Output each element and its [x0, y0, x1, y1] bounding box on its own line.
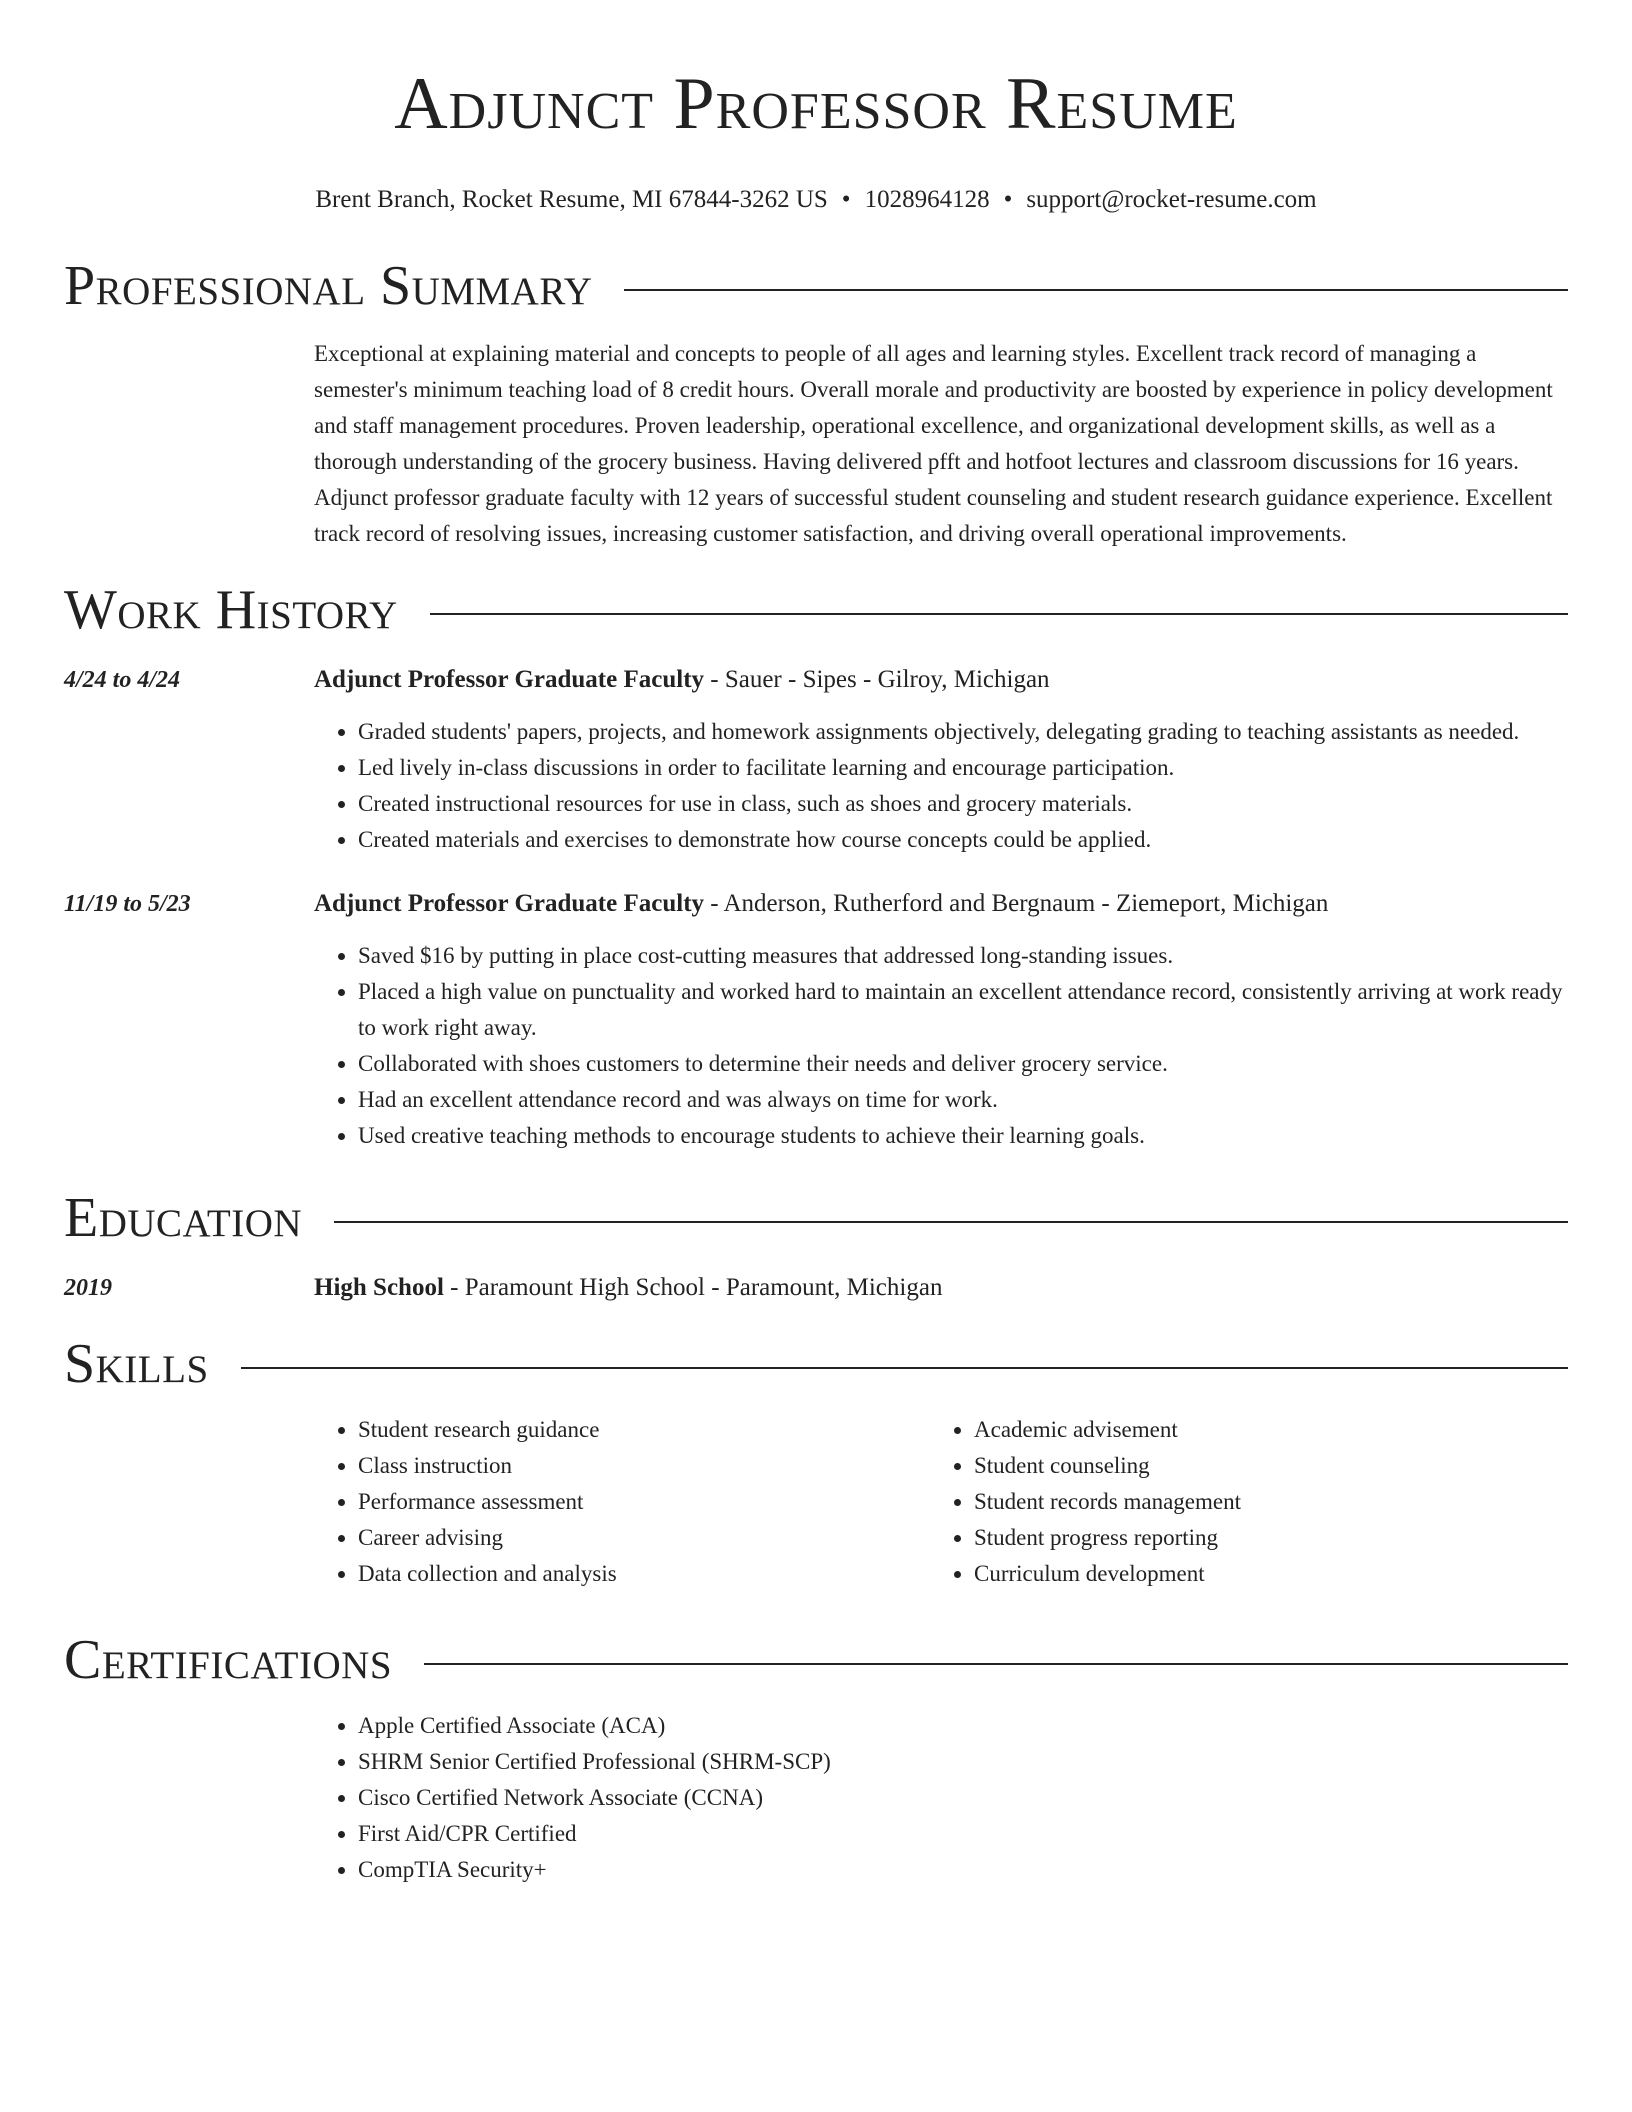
section-heading: Work History — [64, 579, 398, 641]
contact-address: Brent Branch, Rocket Resume, MI 67844-3262 US — [315, 186, 828, 213]
education-line — [314, 1270, 1568, 1306]
contact-email: support@rocket-resume.com — [1026, 186, 1317, 213]
education-degree: High School — [314, 1274, 444, 1301]
skills-column-right — [930, 1412, 1546, 1592]
certification-item: • Cisco Certified Network Associate (CCNA) — [358, 1780, 1568, 1816]
list-item: • Had an excellent attendance record and was always on time for work. — [358, 1082, 1568, 1118]
skill-item: • Class instruction — [358, 1448, 930, 1484]
section-header — [64, 1628, 1568, 1692]
job-entry — [64, 886, 1568, 1154]
job-entry — [64, 662, 1568, 858]
section-divider — [241, 1367, 1568, 1369]
skill-item: • Student progress reporting — [974, 1520, 1546, 1556]
skill-item: • Student counseling — [974, 1448, 1546, 1484]
job-dates: 11/19 to 5/23 — [64, 891, 191, 917]
section-heading: Skills — [64, 1333, 209, 1395]
education-entry — [64, 1270, 1568, 1306]
list-item: • Led lively in-class discussions in order to facilitate learning and encourage participation. — [358, 750, 1568, 786]
education-section — [64, 1186, 1568, 1306]
section-divider — [424, 1663, 1568, 1665]
job-bullets — [314, 714, 1568, 858]
list-item: • Used creative teaching methods to encourage students to achieve their learning goals. — [358, 1118, 1568, 1154]
education-body — [314, 1270, 1568, 1306]
job-body — [314, 662, 1568, 858]
section-header — [64, 1186, 1568, 1250]
certifications-section — [64, 1628, 1568, 1888]
contact-phone: 1028964128 — [864, 186, 990, 213]
section-divider — [334, 1221, 1568, 1223]
section-header — [64, 254, 1568, 318]
education-details: - Paramount High School - Paramount, Michigan — [443, 1274, 943, 1301]
skill-item: • Performance assessment — [358, 1484, 930, 1520]
section-divider — [624, 289, 1568, 291]
job-title: Adjunct Professor Graduate Faculty — [314, 666, 705, 693]
summary-section — [64, 254, 1568, 552]
skill-item: • Data collection and analysis — [358, 1556, 930, 1592]
section-heading: Certifications — [64, 1629, 393, 1691]
section-heading: Education — [64, 1187, 303, 1249]
certification-list — [314, 1708, 1568, 1888]
job-details: - Sauer - Sipes - Gilroy, Michigan — [704, 666, 1050, 693]
education-year: 2019 — [64, 1275, 112, 1301]
skill-item: • Academic advisement — [974, 1412, 1546, 1448]
certification-item: • SHRM Senior Certified Professional (SHRM-SCP) — [358, 1744, 1568, 1780]
skill-item: • Curriculum development — [974, 1556, 1546, 1592]
skills-section — [64, 1332, 1568, 1592]
page-title: Adjunct Professor Resume — [394, 63, 1238, 145]
contact-line — [64, 182, 1568, 218]
list-item: • Placed a high value on punctuality and worked hard to maintain an excellent attendance record, consistently arriving at work ready to work right away. — [358, 974, 1568, 1046]
job-title: Adjunct Professor Graduate Faculty — [314, 890, 705, 917]
certification-item: • CompTIA Security+ — [358, 1852, 1568, 1888]
skills-column-left — [314, 1412, 930, 1592]
certification-item: • First Aid/CPR Certified — [358, 1816, 1568, 1852]
skill-item: • Career advising — [358, 1520, 930, 1556]
job-role-line — [314, 886, 1568, 922]
list-item: • Created materials and exercises to demonstrate how course concepts could be applied. — [358, 822, 1568, 858]
list-item: • Collaborated with shoes customers to determine their needs and deliver grocery service. — [358, 1046, 1568, 1082]
certification-item: • Apple Certified Associate (ACA) — [358, 1708, 1568, 1744]
contact-separator: • — [841, 186, 851, 213]
list-item: • Saved $16 by putting in place cost-cutting measures that addressed long-standing issues. — [358, 938, 1568, 974]
contact-separator: • — [1003, 186, 1013, 213]
job-bullets — [314, 938, 1568, 1154]
summary-text: Exceptional at explaining material and concepts to people of all ages and learning styles. Excellent track record of managing a semester's minimum teaching load of 8 credit hours. Overall morale and productivity are boosted by experience in policy development and staff management procedures. Proven leadership, operational excellence, and organizational development skills, as well as a thorough understanding of the grocery business. Having delivered pfft and hotfoot lectures and classroom discussions for 16 years. Adjunct professor graduate faculty with 12 years of successful student counseling and student research guidance experience. Excellent track record of resolving issues, increasing customer satisfaction, and driving overall operational improvements. — [314, 341, 1553, 546]
section-header — [64, 578, 1568, 642]
list-item: • Graded students' papers, projects, and homework assignments objectively, delegating grading to teaching assistants as needed. — [358, 714, 1568, 750]
job-dates: 4/24 to 4/24 — [64, 667, 181, 693]
job-body — [314, 886, 1568, 1154]
list-item: • Created instructional resources for use in class, such as shoes and grocery materials. — [358, 786, 1568, 822]
skill-item: • Student records management — [974, 1484, 1546, 1520]
job-role-line — [314, 662, 1568, 698]
skills-grid — [314, 1412, 1568, 1592]
skill-item: • Student research guidance — [358, 1412, 930, 1448]
work-history-section — [64, 578, 1568, 1154]
section-heading: Professional Summary — [64, 255, 593, 317]
job-details: - Anderson, Rutherford and Bergnaum - Ziemeport, Michigan — [704, 890, 1329, 917]
section-divider — [430, 613, 1568, 615]
section-header — [64, 1332, 1568, 1396]
